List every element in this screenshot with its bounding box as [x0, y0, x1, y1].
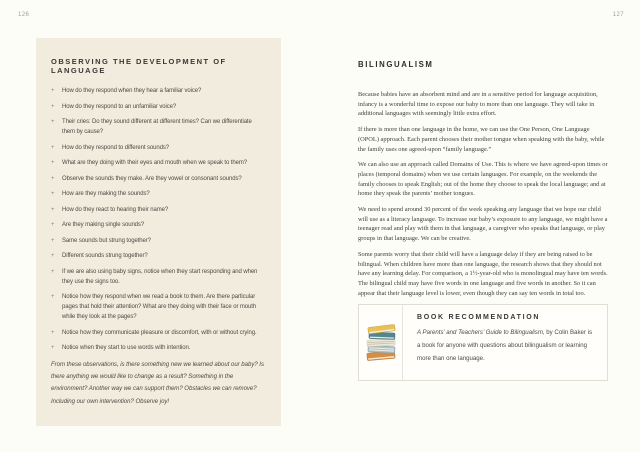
- observation-footer-note: From these observations, is there something new we learned about our baby? Is there anything we would like to change as a result? Something in the environment? Another way we can support them? Obstacles we can remove? Including our own intervention? Observe joy!: [51, 361, 264, 405]
- list-item: [51, 220, 266, 230]
- list-item: [51, 343, 266, 353]
- page-number-right: 127: [612, 12, 624, 18]
- list-item-text: Notice how they respond when we read a book to them. Are there particular pages that hold their attention? What are they doing with their face or mouth while they look at the pages?: [62, 294, 257, 321]
- plus-bullet-icon: +: [51, 144, 55, 151]
- plus-bullet-icon: +: [51, 88, 55, 95]
- book-recommendation-title: BOOK RECOMMENDATION: [417, 314, 541, 322]
- list-item-text: What are they doing with their eyes and mouth when we speak to them?: [62, 160, 247, 167]
- plus-bullet-icon: +: [51, 191, 55, 198]
- body-paragraph: We can also use an approach called Domains of Use. This is where we have agreed-upon times or places (temporal domains) when we use certain languages. For example, on the weekends the family chooses to speak English; out of the home they choose to speak the local language; and at home they speak the parents’ mother tongues.: [358, 161, 608, 198]
- list-item: [51, 117, 266, 137]
- list-item-text: How do they respond to different sounds?: [62, 144, 169, 151]
- book-recommendation-content: [403, 305, 607, 380]
- list-item: [51, 174, 266, 184]
- body-paragraph: We need to spend around 30 percent of the week speaking any language that we hope our child will use as a literacy language. To increase our baby’s exposure to any language, we might have a teenager read and play with them in that language, a caregiver who speaks that language, or play groups in that language. We can be creative.: [358, 206, 608, 243]
- page-number-left: 126: [18, 12, 30, 18]
- observation-box: [36, 38, 281, 426]
- list-item: [51, 205, 266, 215]
- list-item-text: How do they react to hearing their name?: [62, 206, 169, 213]
- list-item: [51, 102, 266, 112]
- plus-bullet-icon: +: [51, 345, 55, 352]
- list-item-text: Notice how they communicate pleasure or discomfort, with or without crying.: [62, 329, 257, 336]
- plus-bullet-icon: +: [51, 268, 55, 275]
- plus-bullet-icon: +: [51, 119, 55, 126]
- book-recommendation-text: [417, 327, 595, 365]
- observation-box-title: OBSERVING THE DEVELOPMENT OF LANGUAGE: [51, 57, 227, 76]
- list-item-text: Different sounds strung together?: [62, 253, 148, 260]
- list-item: [51, 251, 266, 261]
- list-item: [51, 158, 266, 168]
- list-item-text: Observe the sounds they make. Are they vowel or consonant sounds?: [62, 175, 242, 182]
- book-text-rest: by Colin Baker is a book for anyone with questions about bilingualism or learning more than one language.: [417, 329, 593, 363]
- list-item-text: Are they making single sounds?: [62, 222, 145, 229]
- book-illustration-panel: [359, 305, 403, 380]
- list-item-text: Notice when they start to use words with intention.: [62, 345, 191, 352]
- list-item-text: How do they respond when they hear a familiar voice?: [62, 88, 202, 95]
- body-paragraphs: [358, 90, 612, 298]
- list-item: [51, 189, 266, 199]
- list-item: [51, 328, 266, 338]
- body-paragraph: If there is more than one language in the home, we can use the One Person, One Language (OPOL) approach. Each parent chooses their mother tongue when speaking with the baby, while the family uses one agreed-upon “family language.”: [358, 126, 605, 153]
- list-item: [51, 143, 266, 153]
- plus-bullet-icon: +: [51, 222, 55, 229]
- list-item: [51, 267, 266, 287]
- plus-bullet-icon: +: [51, 206, 55, 213]
- list-item: [51, 86, 266, 96]
- observation-list: [51, 86, 266, 353]
- list-item-text: How do they respond to an unfamiliar voice?: [62, 103, 177, 110]
- list-item-text: How are they making the sounds?: [62, 191, 150, 198]
- plus-bullet-icon: +: [51, 175, 55, 182]
- list-item-text: If we are also using baby signs, notice when they start responding and when they use the signs too.: [62, 268, 258, 285]
- books-stack-icon: [364, 324, 398, 362]
- plus-bullet-icon: +: [51, 329, 55, 336]
- book-title-italic: A Parents’ and Teachers’ Guide to Bilingualism,: [417, 329, 545, 337]
- list-item: [51, 236, 266, 246]
- right-page: [358, 60, 612, 381]
- book-recommendation-box: [358, 304, 608, 381]
- plus-bullet-icon: +: [51, 294, 55, 301]
- section-heading: BILINGUALISM: [358, 60, 434, 69]
- plus-bullet-icon: +: [51, 103, 55, 110]
- plus-bullet-icon: +: [51, 160, 55, 167]
- list-item: [51, 292, 266, 322]
- body-paragraph: Some parents worry that their child will have a language delay if they are being raised to be bilingual. When children have more than one language, the research shows that they should not have any learning delay. For comparison, a 1½-year-old who is monolingual may have ten words. The bilingual child may have five words in one language and five words in another. So it can appear that their language level is lower, even though they can say ten words in total too.: [358, 250, 608, 297]
- list-item-text: Same sounds but strung together?: [62, 237, 151, 244]
- body-paragraph: Because babies have an absorbent mind and are in a sensitive period for language acquisition, infancy is a wonderful time to expose our baby to more than one language. They will take in additional languages with seemingly little extra effort.: [358, 91, 598, 118]
- list-item-text: Their cries: Do they sound different at different times? Can we differentiate them by cause?: [62, 119, 252, 136]
- plus-bullet-icon: +: [51, 253, 55, 260]
- plus-bullet-icon: +: [51, 237, 55, 244]
